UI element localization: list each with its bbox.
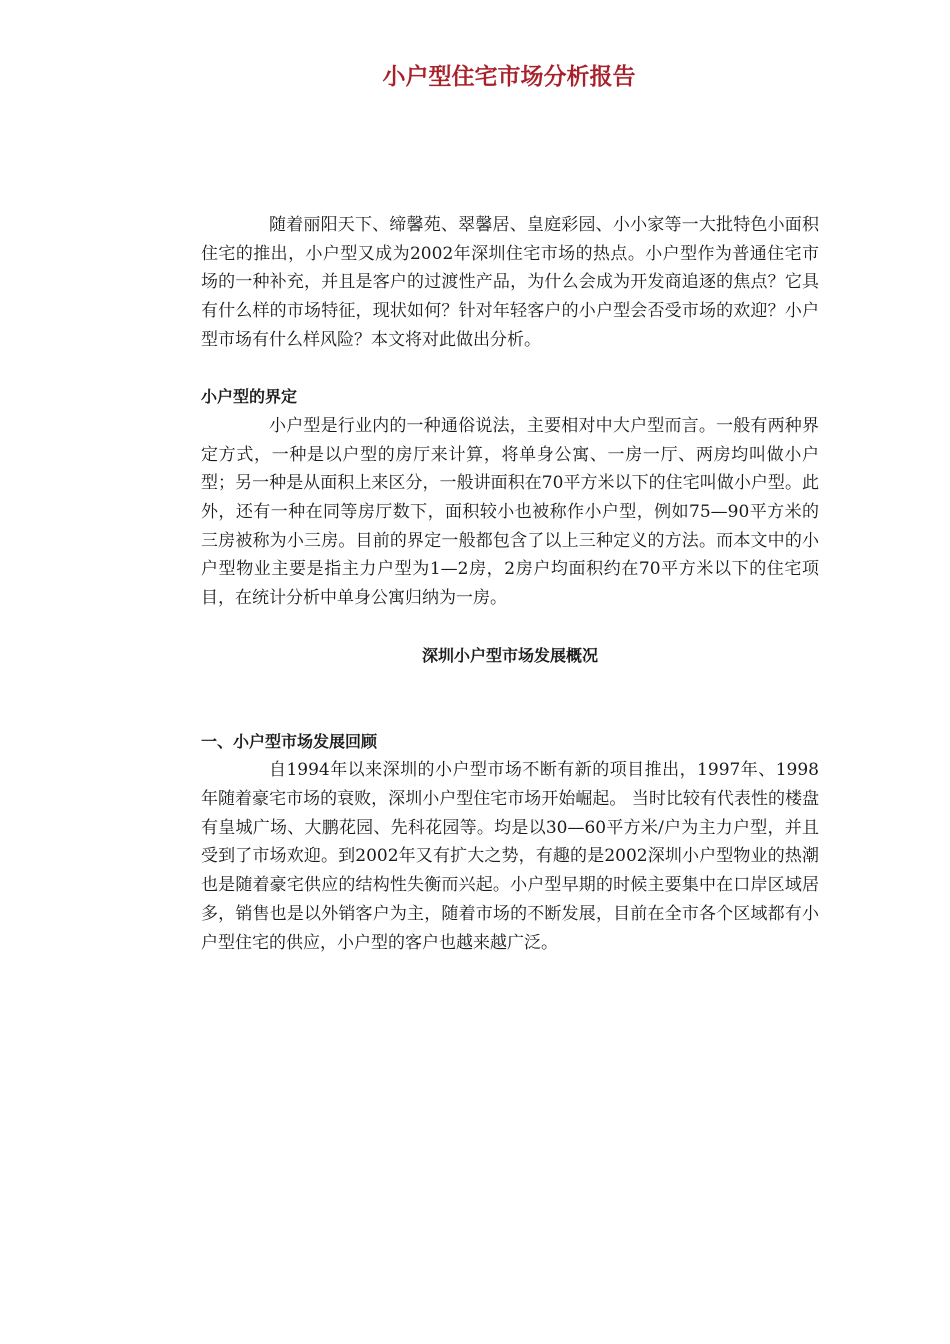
- spacer: [201, 670, 819, 727]
- document-body: [201, 211, 819, 957]
- overview-heading: 深圳小户型市场发展概况: [421, 645, 598, 665]
- spacer: [201, 613, 819, 642]
- definition-heading: 小户型的界定: [201, 387, 298, 407]
- definition-paragraph: 小户型是行业内的一种通俗说法，主要相对中大户型而言。一般有两种界定方式，一种是以户型的房厅来计算，将单身公寓、一房一厅、两房均叫做小户型；另一种是从面积上来区分，一般讲面积在70平方米以下的住宅叫做小户型。此外，还有一种在同等房厅数下，面积较小也被称作小户型，例如75—90平方米的三房被称为小三房。目前的界定一般都包含了以上三种定义的方法。而本文中的小户型物业主要是指主力户型为1—2房，2房户均面积约在70平方米以下的住宅项目，在统计分析中单身公寓归纳为一房。: [201, 415, 820, 609]
- intro-paragraph: 随着丽阳天下、缔馨苑、翠馨居、皇庭彩园、小小家等一大批特色小面积住宅的推出，小户型又成为2002年深圳住宅市场的热点。小户型作为普通住宅市场的一种补充，并且是客户的过渡性产品，为什么会成为开发商追逐的焦点？它具有什么样的市场特征，现状如何？针对年轻客户的小户型会否受市场的欢迎？小户型市场有什么样风险？本文将对此做出分析。: [201, 215, 819, 350]
- section1-heading: 一、小户型市场发展回顾: [201, 731, 378, 751]
- spacer: [201, 355, 819, 384]
- document-title: 小户型住宅市场分析报告: [382, 64, 636, 90]
- section1-paragraph: 自1994年以来深圳的小户型市场不断有新的项目推出，1997年、1998年随着豪宅市场的衰败，深圳小户型住宅市场开始崛起。 当时比较有代表性的楼盘有皇城广场、大鹏花园、先科花园等。均是以30—60平方米/户为主力户型，并且受到了市场欢迎。到2002年又有扩大之势，有趣的是2002深圳小户型物业的热潮也是随着豪宅供应的结构性失衡而兴起。小户型早期的时候主要集中在口岸区域居多，销售也是以外销客户为主，随着市场的不断发展，目前在全市各个区域都有小户型住宅的供应，小户型的客户也越来越广泛。: [201, 760, 819, 953]
